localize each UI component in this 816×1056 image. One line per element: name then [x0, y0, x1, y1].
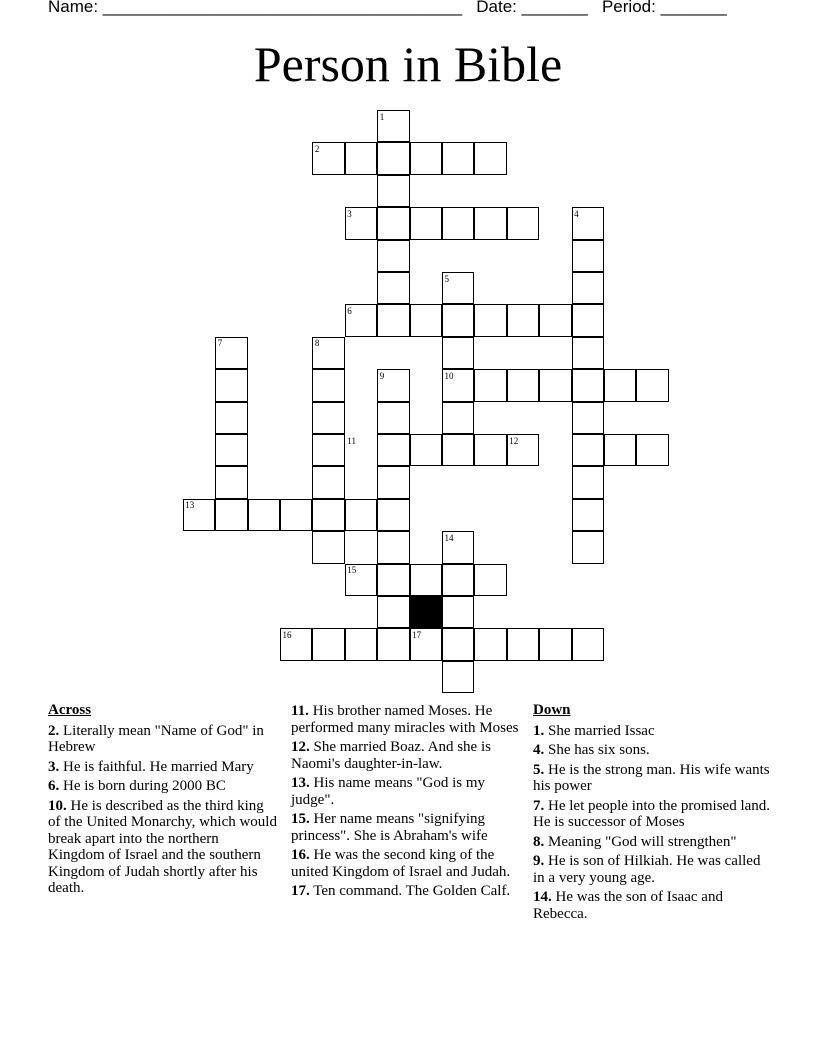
- grid-cell[interactable]: [604, 369, 636, 401]
- grid-cell[interactable]: [539, 628, 571, 660]
- down-clue-list: [533, 723, 773, 923]
- clue-item-number: 1.: [533, 722, 545, 739]
- clue-item-number: 8.: [533, 833, 545, 850]
- clue-item-text: She married Boaz. And she is Naomi's daughter-in-law.: [291, 739, 491, 772]
- clue-item: [533, 762, 773, 795]
- clue-item: [533, 798, 773, 831]
- period-label: Period:: [601, 0, 661, 16]
- date-label: Date:: [476, 0, 522, 16]
- grid-cell[interactable]: [474, 142, 506, 174]
- clue-number: 12: [509, 435, 519, 446]
- grid-cell[interactable]: [377, 272, 409, 304]
- grid-cell[interactable]: [572, 240, 604, 272]
- grid-cell[interactable]: [442, 337, 474, 369]
- clue-item-text: Meaning "God will strengthen": [544, 833, 737, 850]
- across-clues-column-2: [291, 703, 523, 903]
- grid-cell[interactable]: [345, 142, 377, 174]
- clue-item: [291, 775, 523, 808]
- grid-cell[interactable]: [507, 207, 539, 239]
- grid-cell[interactable]: [215, 434, 247, 466]
- clue-item-number: 4.: [533, 742, 545, 758]
- clue-number: 4: [574, 208, 579, 219]
- clue-number: 8: [314, 338, 320, 349]
- clue-number: 14: [444, 532, 454, 543]
- clue-item: [291, 739, 523, 772]
- clue-item-number: 7.: [533, 797, 545, 814]
- clue-item: [291, 883, 523, 900]
- grid-cell[interactable]: [377, 499, 409, 531]
- grid-cell[interactable]: [377, 564, 409, 596]
- name-label: Name:: [48, 0, 103, 16]
- grid-cell[interactable]: [377, 596, 409, 628]
- clue-item: [533, 723, 773, 740]
- grid-cell[interactable]: [377, 434, 409, 466]
- clue-item: [291, 703, 523, 736]
- grid-cell[interactable]: [572, 531, 604, 563]
- clue-number: 5: [444, 273, 449, 284]
- grid-cell[interactable]: [410, 142, 442, 174]
- grid-cell[interactable]: [312, 628, 344, 660]
- clue-number: 13: [185, 500, 195, 511]
- grid-cell[interactable]: [572, 434, 604, 466]
- clue-item-number: 6.: [48, 778, 60, 794]
- clue-item: [291, 811, 523, 844]
- clue-number: 9: [379, 370, 385, 381]
- grid-cell[interactable]: [442, 207, 474, 239]
- clue-item-text: Literally mean "Name of God" in Hebrew: [48, 722, 264, 755]
- page-title: Person in Bible: [253, 36, 563, 92]
- grid-cell[interactable]: [410, 304, 442, 336]
- header-fields: [48, 0, 727, 17]
- grid-cell[interactable]: [280, 499, 312, 531]
- clue-item: [533, 889, 773, 922]
- clue-item-number: 9.: [533, 853, 545, 869]
- grid-cell-black: [410, 596, 442, 628]
- clue-number: 11: [347, 435, 356, 446]
- clue-item: [48, 778, 278, 795]
- clue-item: [291, 847, 523, 880]
- clue-number: 7: [217, 338, 223, 349]
- name-blank[interactable]: ______________________________________: [102, 0, 463, 16]
- grid-cell[interactable]: [442, 434, 474, 466]
- clue-number: 2: [314, 143, 320, 154]
- grid-cell[interactable]: [410, 207, 442, 239]
- grid-cell[interactable]: [474, 369, 506, 401]
- clue-item-text: He was the second king of the united Kingdom of Israel and Judah.: [291, 847, 511, 880]
- period-blank[interactable]: _______: [660, 0, 727, 16]
- grid-cell[interactable]: [215, 499, 247, 531]
- grid-cell[interactable]: [604, 434, 636, 466]
- clue-item-number: 14.: [533, 889, 552, 905]
- clue-item-text: He let people into the promised land. He is successor of Moses: [533, 797, 771, 830]
- clue-item: [533, 853, 773, 886]
- clue-item-number: 2.: [48, 722, 60, 739]
- grid-cell[interactable]: [474, 304, 506, 336]
- grid-cell[interactable]: [345, 628, 377, 660]
- clue-number: 1: [379, 111, 385, 122]
- across-clue-list: [48, 723, 278, 897]
- clue-item: [48, 759, 278, 776]
- grid-cell[interactable]: [377, 402, 409, 434]
- grid-cell[interactable]: [572, 499, 604, 531]
- clue-item-text: He was the son of Isaac and Rebecca.: [533, 889, 723, 922]
- across-clue-list-2: [291, 703, 523, 900]
- clue-item: [533, 742, 773, 759]
- grid-cell[interactable]: [377, 466, 409, 498]
- clue-number: 15: [347, 565, 357, 576]
- grid-cell[interactable]: [377, 628, 409, 660]
- grid-cell[interactable]: [442, 628, 474, 660]
- clue-item: [48, 723, 278, 756]
- clue-number: 10: [444, 370, 454, 381]
- grid-cell[interactable]: [442, 596, 474, 628]
- grid-cell[interactable]: [377, 175, 409, 207]
- grid-cell[interactable]: [442, 402, 474, 434]
- grid-cell[interactable]: [377, 240, 409, 272]
- grid-cell[interactable]: [377, 207, 409, 239]
- clue-item-text: Ten command. The Golden Calf.: [309, 883, 511, 899]
- grid-cell[interactable]: [572, 272, 604, 304]
- across-heading: Across: [48, 702, 92, 718]
- down-clues-column: [533, 702, 773, 925]
- grid-cell[interactable]: [377, 142, 409, 174]
- grid-cell[interactable]: [248, 499, 280, 531]
- grid-cell[interactable]: [507, 369, 539, 401]
- grid-cell[interactable]: [312, 402, 344, 434]
- grid-cell[interactable]: [507, 628, 539, 660]
- grid-cell[interactable]: [410, 434, 442, 466]
- clue-number: 16: [282, 629, 292, 640]
- grid-cell[interactable]: [572, 369, 604, 401]
- grid-cell[interactable]: [636, 369, 668, 401]
- grid-cell[interactable]: [442, 142, 474, 174]
- grid-cell[interactable]: [377, 531, 409, 563]
- grid-cell[interactable]: [572, 304, 604, 336]
- grid-cell[interactable]: [312, 499, 344, 531]
- clue-item-text: She has six sons.: [544, 742, 650, 758]
- clue-item-text: He is son of Hilkiah. He was called in a very young age.: [533, 853, 761, 886]
- clue-item-number: 13.: [291, 775, 310, 791]
- grid-cell[interactable]: [215, 369, 247, 401]
- down-heading: Down: [533, 702, 571, 718]
- clue-item-number: 3.: [48, 758, 60, 775]
- clue-number: 17: [412, 629, 422, 640]
- grid-cell[interactable]: [312, 531, 344, 563]
- grid-cell[interactable]: [442, 564, 474, 596]
- grid-cell[interactable]: [572, 402, 604, 434]
- grid-cell[interactable]: [507, 304, 539, 336]
- clue-item-number: 16.: [291, 847, 310, 863]
- grid-cell[interactable]: [442, 304, 474, 336]
- grid-cell[interactable]: [636, 434, 668, 466]
- grid-cell[interactable]: [474, 434, 506, 466]
- clue-item-number: 12.: [291, 739, 310, 755]
- clue-item-number: 10.: [48, 797, 67, 814]
- clue-item-text: His brother named Moses. He performed many miracles with Moses: [291, 703, 519, 736]
- clue-item-number: 11.: [291, 703, 309, 719]
- grid-cell[interactable]: [215, 466, 247, 498]
- grid-cell[interactable]: [572, 466, 604, 498]
- grid-cell[interactable]: [345, 499, 377, 531]
- clue-item-text: He is born during 2000 BC: [59, 778, 226, 794]
- clue-item-number: 17.: [291, 883, 310, 899]
- grid-cell[interactable]: [312, 466, 344, 498]
- clue-number: 6: [347, 305, 352, 316]
- clue-item: [48, 798, 278, 897]
- grid-cell[interactable]: [377, 304, 409, 336]
- grid-cell[interactable]: [474, 628, 506, 660]
- grid-cell[interactable]: [312, 434, 344, 466]
- clue-item-text: He is the strong man. His wife wants his power: [533, 761, 770, 794]
- clue-item-number: 15.: [291, 811, 310, 827]
- clue-item-text: He is described as the third king of the United Monarchy, which would break apart into the northern Kingdom of Israel and the southern Kingdom of Judah shortly after his death.: [48, 797, 277, 896]
- grid-cell[interactable]: [474, 564, 506, 596]
- grid-cell[interactable]: [572, 337, 604, 369]
- clue-item-text: He is faithful. He married Mary: [59, 758, 254, 775]
- across-clues-column: [48, 702, 278, 900]
- grid-cell[interactable]: [474, 207, 506, 239]
- clue-item: [533, 834, 773, 851]
- clue-number: 3: [347, 208, 352, 219]
- grid-cell[interactable]: [539, 304, 571, 336]
- grid-cell[interactable]: [410, 564, 442, 596]
- clue-item-text: Her name means "signifying princess". She is Abraham's wife: [291, 811, 488, 844]
- grid-cell[interactable]: [572, 628, 604, 660]
- date-blank[interactable]: _______: [521, 0, 588, 16]
- grid-cell[interactable]: [442, 661, 474, 693]
- clue-item-number: 5.: [533, 761, 545, 778]
- grid-cell[interactable]: [215, 402, 247, 434]
- grid-cell[interactable]: [539, 369, 571, 401]
- clue-item-text: His name means "God is my judge".: [291, 775, 486, 808]
- grid-cell[interactable]: [312, 369, 344, 401]
- clue-item-text: She married Issac: [544, 722, 655, 739]
